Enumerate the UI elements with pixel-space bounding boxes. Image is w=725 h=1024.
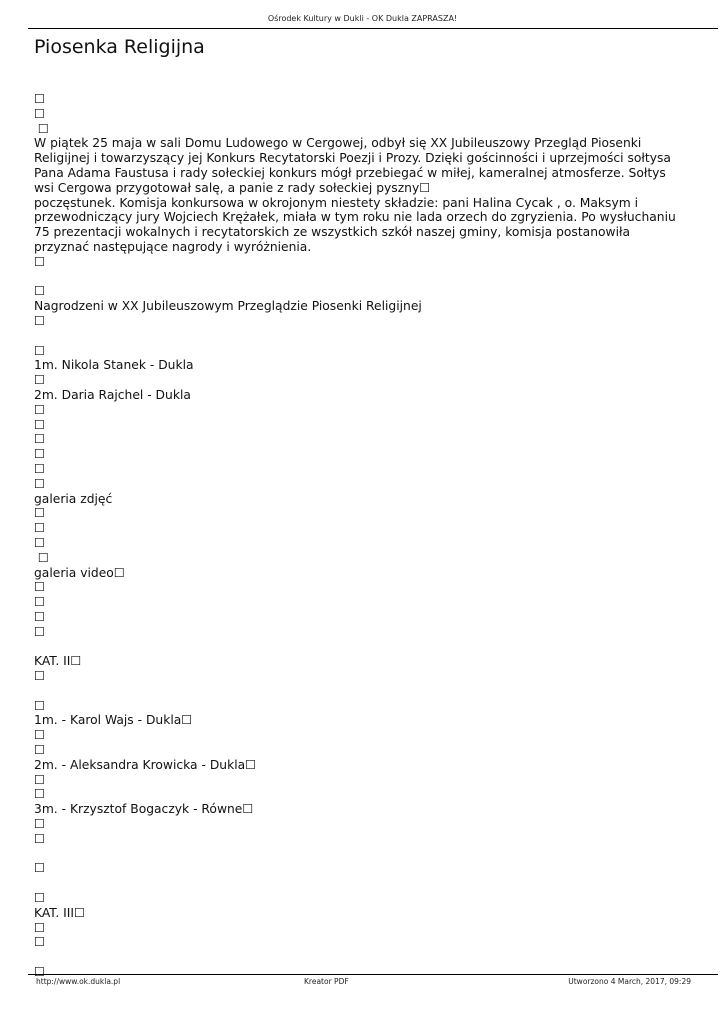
result-line: 2m. - Aleksandra Krowicka - Dukla☐: [34, 757, 257, 772]
placeholder-box: ☐: [34, 343, 46, 358]
header-rule: [28, 28, 718, 29]
placeholder-box: ☐: [34, 624, 46, 639]
page-title: Piosenka Religijna: [34, 36, 205, 58]
placeholder-box: ☐: [37, 550, 49, 565]
placeholder-box: ☐: [34, 698, 46, 713]
footer-generator: Kreator PDF: [304, 977, 349, 986]
article-body: [34, 92, 684, 980]
placeholder-box: ☐: [34, 92, 46, 106]
placeholder-box: ☐: [34, 609, 46, 624]
placeholder-box: ☐: [37, 121, 49, 136]
placeholder-box: ☐: [34, 106, 46, 121]
intro-paragraph: W piątek 25 maja w sali Domu Ludowego w Cergowej, odbył się XX Jubileuszowy Przegląd Piosenki Religijnej i towarzyszący jej Konkurs Recytatorski Poezji i Prozy. Dzięki gościnności i uprzejmości sołtysa Pana Adama Faustusa i rady sołeckiej konkurs mógł przebiegać w miłej, kameralnej atmosferze. Sołtys wsi Cergowa przygotował salę, a panie z rady sołeckiej pyszny☐: [34, 136, 671, 195]
gallery-video-link[interactable]: galeria video☐: [34, 565, 125, 580]
placeholder-box: ☐: [34, 817, 46, 832]
placeholder-box: ☐: [34, 580, 46, 595]
placeholder-box: ☐: [34, 861, 46, 876]
placeholder-box: ☐: [34, 313, 46, 328]
placeholder-box: ☐: [34, 476, 46, 491]
footer-rule: [28, 974, 718, 975]
intro-paragraph-continued: poczęstunek. Komisja konkursowa w okrojonym niestety składzie: pani Halina Cycak , o. Maksym i przewodniczący jury Wojciech Krężałek, miała w tym roku nie lada orzech do zgryzienia. Po wysłuchaniu 75 prezentacji wokalnych i recytatorskich ze wszystkich szkół naszej gminy, komisja postanowiła przyznać następujące nagrody i wyróżnienia.: [34, 195, 676, 254]
placeholder-box: ☐: [34, 772, 46, 787]
footer-url-link[interactable]: http://www.ok.dukla.pl: [36, 977, 121, 986]
awarded-heading: Nagrodzeni w XX Jubileuszowym Przeglądzie Piosenki Religijnej: [34, 299, 422, 314]
page-header: Ośrodek Kultury w Dukli - OK Dukla ZAPRASZA!: [267, 14, 458, 23]
placeholder-box: ☐: [34, 595, 46, 610]
gallery-photos-link[interactable]: galeria zdjęć: [34, 491, 113, 506]
placeholder-box: ☐: [34, 935, 46, 950]
placeholder-box: ☐: [34, 284, 46, 299]
placeholder-box: ☐: [34, 787, 46, 802]
placeholder-box: ☐: [34, 432, 46, 447]
placeholder-box: ☐: [34, 920, 46, 935]
placeholder-box: ☐: [34, 965, 46, 980]
result-line: 1m. Nikola Stanek - Dukla: [34, 358, 194, 373]
placeholder-box: ☐: [34, 891, 46, 906]
footer-created-date: Utworzono 4 March, 2017, 09:29: [568, 977, 691, 986]
placeholder-box: ☐: [34, 254, 46, 269]
placeholder-box: ☐: [34, 417, 46, 432]
placeholder-box: ☐: [34, 402, 46, 417]
placeholder-box: ☐: [34, 728, 46, 743]
placeholder-box: ☐: [34, 373, 46, 388]
category-heading: KAT. III☐: [34, 905, 86, 920]
result-line: 3m. - Krzysztof Bogaczyk - Równe☐: [34, 802, 254, 817]
placeholder-box: ☐: [34, 535, 46, 550]
placeholder-box: ☐: [34, 831, 46, 846]
placeholder-box: ☐: [34, 506, 46, 521]
placeholder-box: ☐: [34, 669, 46, 684]
placeholder-box: ☐: [34, 447, 46, 462]
result-line: 1m. - Karol Wajs - Dukla☐: [34, 713, 193, 728]
placeholder-box: ☐: [34, 521, 46, 536]
placeholder-box: ☐: [34, 743, 46, 758]
category-heading: KAT. II☐: [34, 654, 82, 669]
result-line: 2m. Daria Rajchel - Dukla: [34, 387, 191, 402]
placeholder-box: ☐: [34, 461, 46, 476]
